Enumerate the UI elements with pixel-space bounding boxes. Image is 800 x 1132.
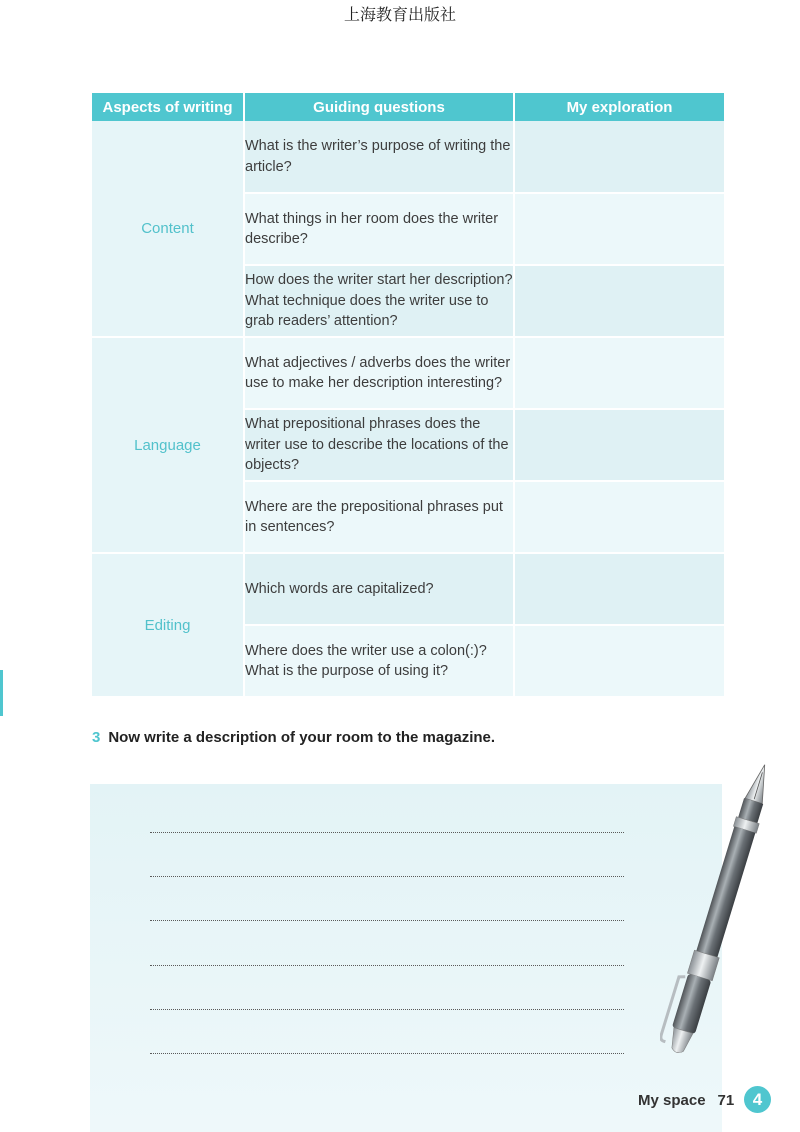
- chapter-badge: 4: [744, 1086, 771, 1113]
- writing-line[interactable]: [150, 1053, 624, 1054]
- exploration-cell[interactable]: [514, 553, 724, 625]
- writing-line[interactable]: [150, 876, 624, 877]
- page-edge-tab: [0, 670, 3, 716]
- exploration-cell[interactable]: [514, 265, 724, 337]
- writing-line[interactable]: [150, 920, 624, 921]
- question-cell: How does the writer start her description? What technique does the writer use to grab readers’ attention?: [244, 265, 514, 337]
- task-number: 3: [92, 729, 101, 746]
- aspect-editing: Editing: [92, 553, 244, 697]
- aspect-language: Language: [92, 337, 244, 553]
- fountain-pen-icon: [660, 756, 780, 1066]
- exploration-cell[interactable]: [514, 193, 724, 265]
- exploration-cell[interactable]: [514, 481, 724, 553]
- writing-line[interactable]: [150, 965, 624, 966]
- exploration-cell[interactable]: [514, 625, 724, 697]
- header-guiding-questions: Guiding questions: [244, 93, 514, 121]
- aspect-content: Content: [92, 121, 244, 337]
- writing-guide-table: [92, 93, 724, 698]
- question-cell: Where does the writer use a colon(:)? What is the purpose of using it?: [244, 625, 514, 697]
- page-number: 71: [717, 1092, 735, 1109]
- page-footer: [638, 1092, 734, 1109]
- task-text: Now write a description of your room to the magazine.: [108, 729, 496, 746]
- table-row: [92, 121, 724, 193]
- header-aspects: Aspects of writing: [92, 93, 244, 121]
- table-row: [92, 553, 724, 625]
- question-cell: Where are the prepositional phrases put in sentences?: [244, 481, 514, 553]
- table-row: [92, 337, 724, 409]
- writing-area: [90, 784, 722, 1132]
- header-my-exploration: My exploration: [514, 93, 724, 121]
- question-cell: What things in her room does the writer describe?: [244, 193, 514, 265]
- exploration-cell[interactable]: [514, 121, 724, 193]
- question-cell: What is the writer’s purpose of writing the article?: [244, 121, 514, 193]
- exploration-cell[interactable]: [514, 337, 724, 409]
- writing-line[interactable]: [150, 1009, 624, 1010]
- writing-line[interactable]: [150, 832, 624, 833]
- exploration-cell[interactable]: [514, 409, 724, 481]
- question-cell: What adjectives / adverbs does the writer use to make her description interesting?: [244, 337, 514, 409]
- question-cell: Which words are capitalized?: [244, 553, 514, 625]
- task-instruction: [92, 729, 495, 746]
- unit-title: My space: [638, 1092, 706, 1109]
- table-header-row: [92, 93, 724, 121]
- question-cell: What prepositional phrases does the writer use to describe the locations of the objects?: [244, 409, 514, 481]
- publisher-name: 上海教育出版社: [343, 5, 456, 24]
